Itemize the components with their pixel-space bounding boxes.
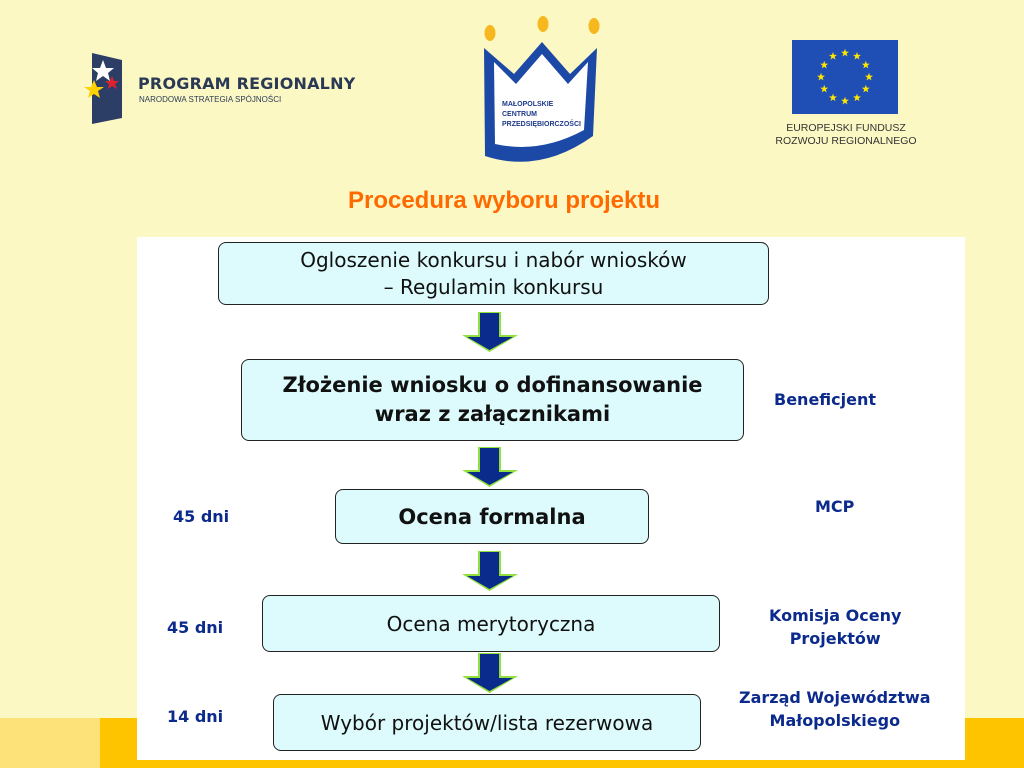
actor-mcp-label: MCP: [815, 497, 855, 516]
actor-beneficjent-label: Beneficjent: [774, 390, 877, 409]
down-arrow-icon: [460, 446, 520, 488]
duration-formal: 45 dni: [173, 507, 230, 526]
down-arrow-icon: [460, 652, 520, 694]
actor-mcp: [815, 495, 854, 518]
mcp-logo-text: [502, 100, 592, 130]
step-merit-label: Ocena merytoryczna: [386, 611, 596, 636]
step-formal-label: Ocena formalna: [398, 504, 586, 529]
slide-title: Procedura wyboru projektu: [347, 187, 661, 214]
actor-zarzad: [739, 686, 931, 732]
program-subtitle: NARODOWA STRATEGIA SPÓJNOŚCI: [139, 95, 282, 104]
program-title: PROGRAM REGIONALNY: [138, 74, 356, 93]
step-selection-label: Wybór projektów/lista rezerwowa: [320, 710, 654, 735]
eu-flag-icon: [792, 40, 898, 114]
step-announcement-line-2: – Regulamin konkursu: [383, 274, 604, 299]
actor-beneficjent: [774, 388, 876, 411]
step-merit-assessment: [262, 595, 720, 652]
down-arrow-icon: [460, 550, 520, 592]
bottom-band-accent: [0, 718, 100, 768]
star-flag-icon: [80, 50, 132, 125]
step-project-selection: [273, 694, 701, 751]
step-application-submission: [241, 359, 744, 441]
duration-selection: 14 dni: [167, 707, 224, 726]
eu-caption-line-2: ROZWOJU REGIONALNEGO: [775, 135, 917, 147]
actor-komisja: [769, 604, 901, 650]
duration-merit: 45 dni: [167, 618, 224, 637]
step-announcement: [218, 242, 769, 305]
actor-komisja-line-1: Komisja Oceny: [769, 606, 902, 625]
eu-caption-line-1: EUROPEJSKI FUNDUSZ: [786, 122, 906, 134]
step-application-line-1: Złożenie wniosku o dofinansowanie: [282, 373, 703, 397]
flowchart-panel: [137, 237, 965, 760]
crown-icon: [470, 14, 610, 164]
program-regionalny-logo: [80, 50, 370, 125]
mcp-line-3: PRZEDSIĘBIORCZOŚCI: [502, 121, 581, 128]
step-announcement-line-1: Ogloszenie konkursu i nabór wniosków: [300, 247, 687, 272]
actor-komisja-line-2: Projektów: [789, 629, 881, 648]
down-arrow-icon: [460, 311, 520, 353]
actor-zarzad-line-2: Małopolskiego: [769, 711, 901, 730]
mcp-line-1: MAŁOPOLSKIE: [502, 101, 554, 108]
eu-caption: [756, 122, 936, 148]
eu-logo: [756, 40, 936, 155]
mcp-line-2: CENTRUM: [502, 111, 537, 118]
step-application-line-2: wraz z załącznikami: [374, 402, 611, 426]
actor-zarzad-line-1: Zarząd Województwa: [739, 688, 931, 707]
step-formal-assessment: [335, 489, 649, 544]
mcp-logo: [470, 14, 610, 164]
